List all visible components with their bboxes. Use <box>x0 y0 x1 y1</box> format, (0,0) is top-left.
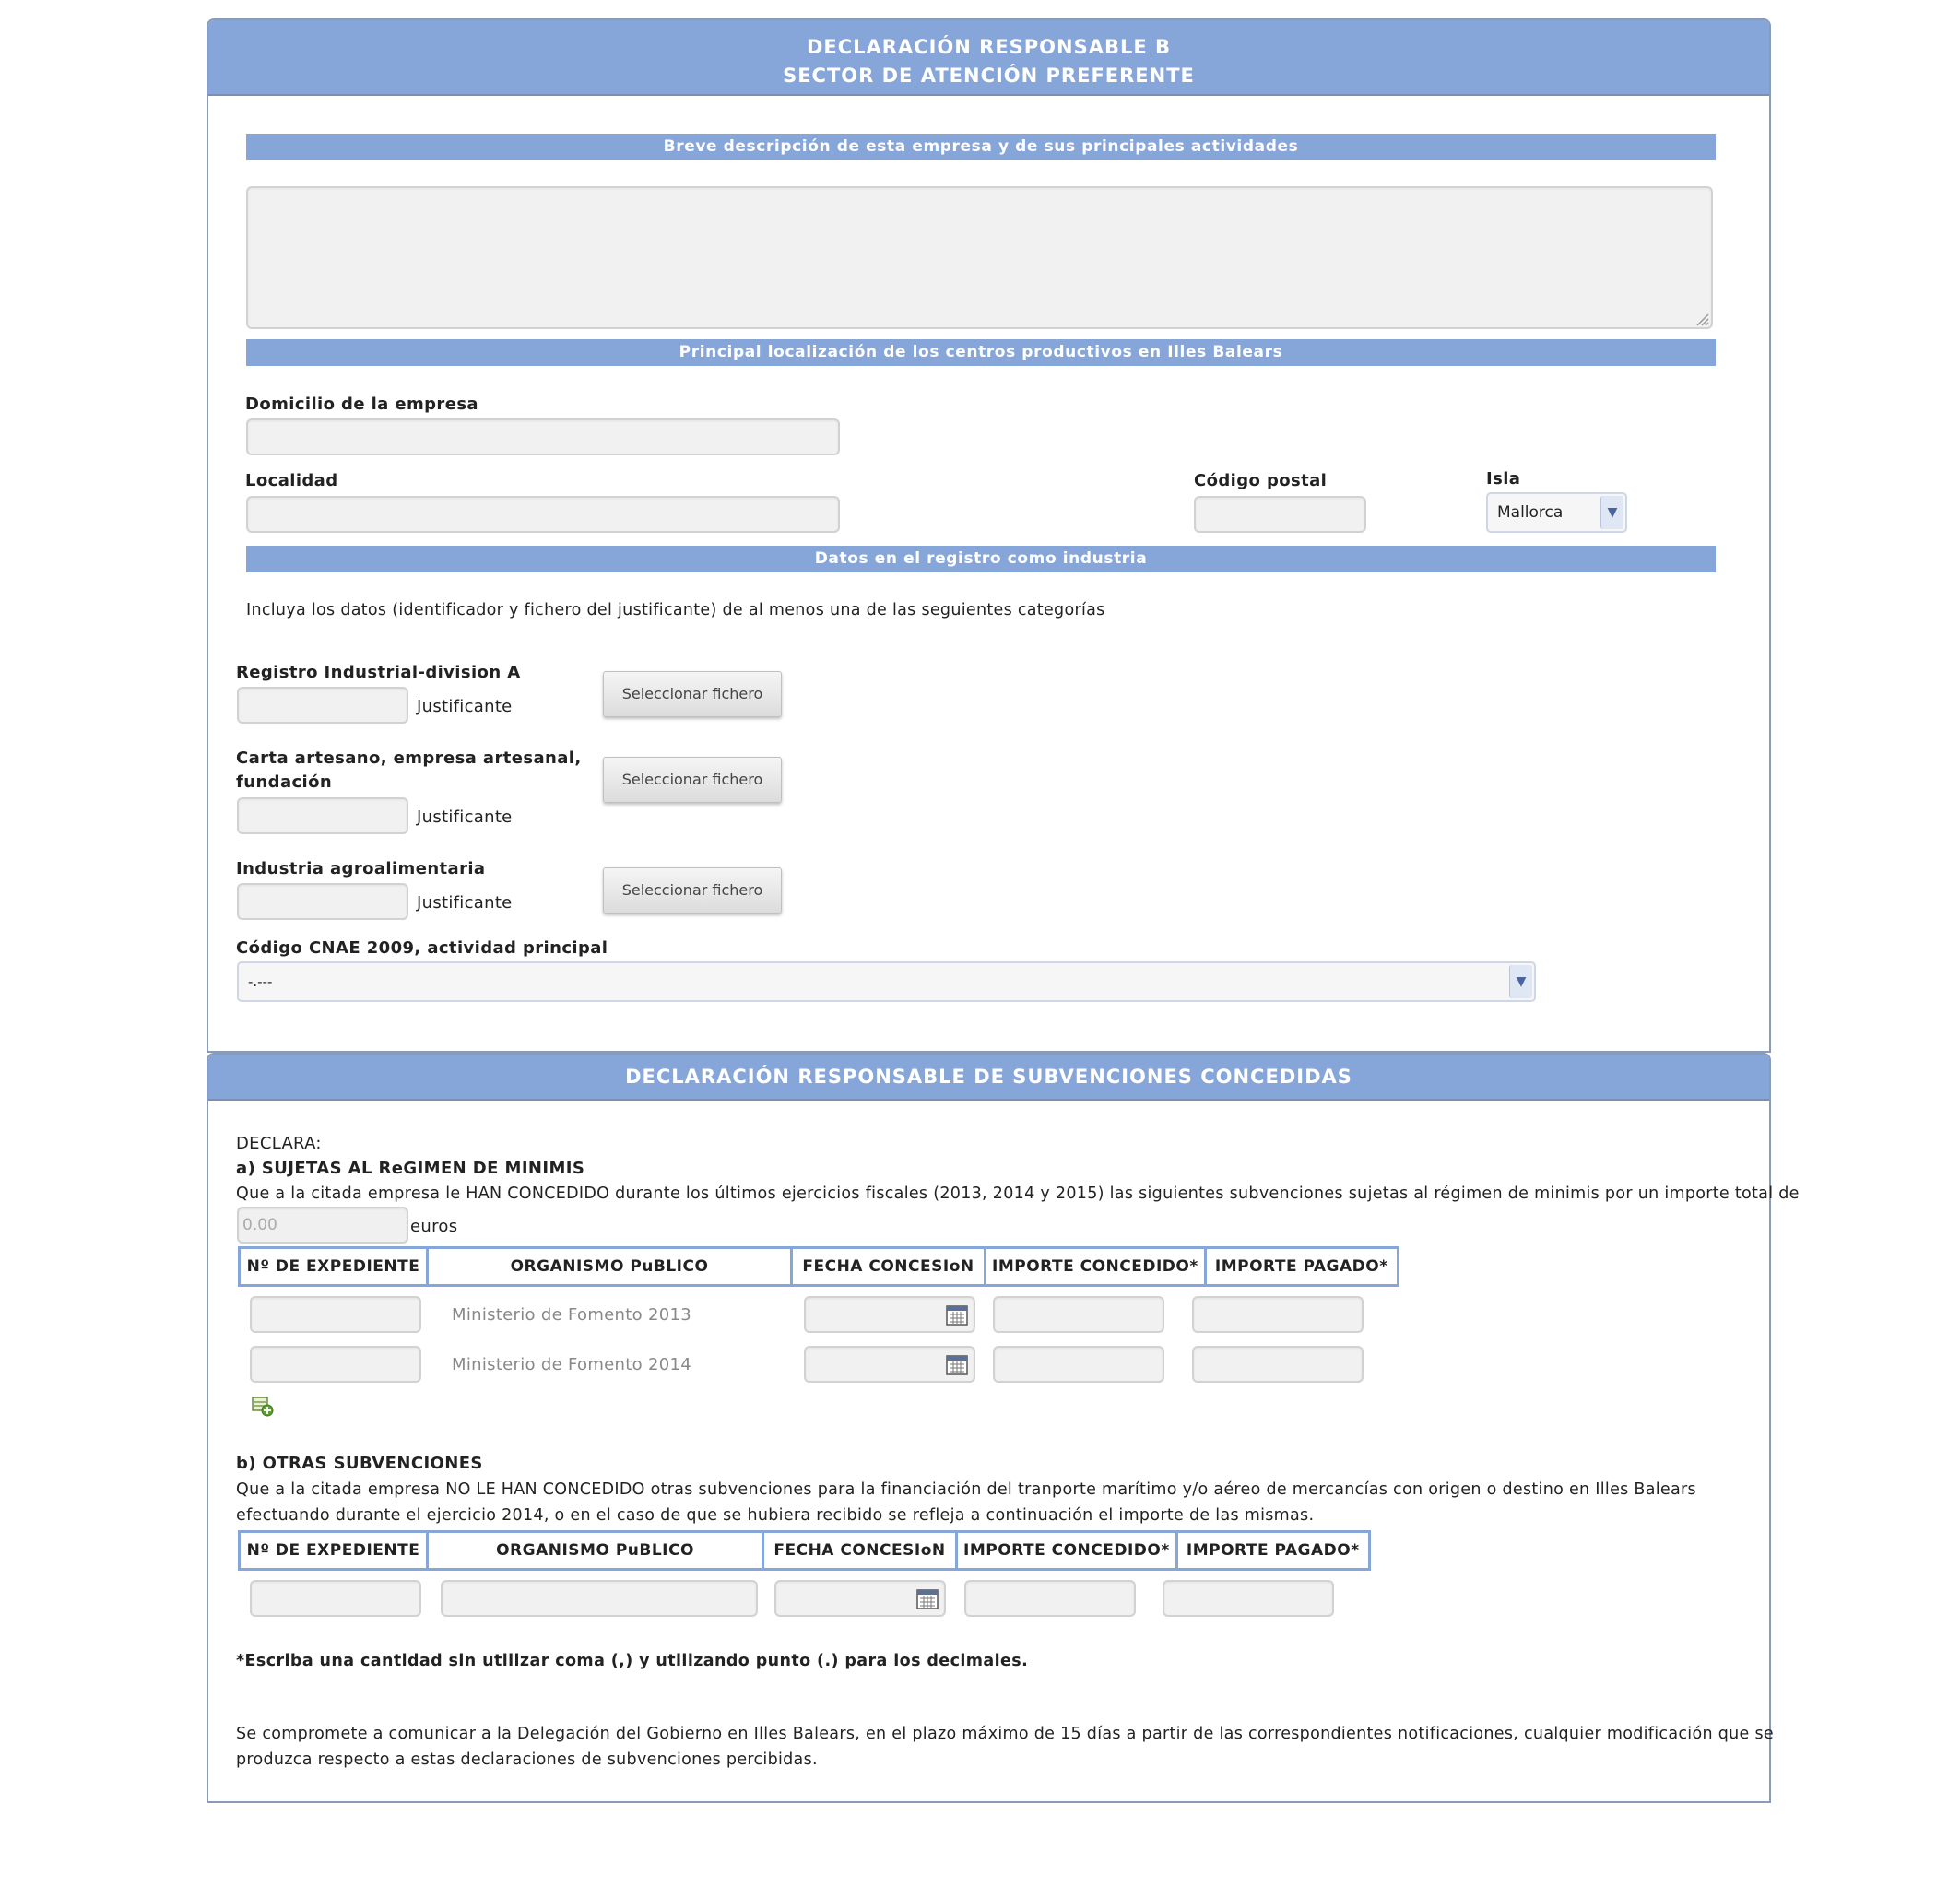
domicilio-label: Domicilio de la empresa <box>245 395 478 414</box>
codigo-postal-label: Código postal <box>1194 471 1328 490</box>
col-organismo: ORGANISMO PuBLICO <box>429 1249 790 1284</box>
descripcion-textarea[interactable] <box>246 186 1713 329</box>
declara-text: DECLARA: <box>236 1134 322 1153</box>
col-fecha: FECHA CONCESIoN <box>764 1533 955 1568</box>
section-bar-localizacion: Principal localización de los centros productivos en Illes Balears <box>246 339 1716 366</box>
calendar-icon[interactable] <box>916 1589 939 1609</box>
otras-row-1-importe-pagado[interactable] <box>1163 1580 1334 1617</box>
minimis-row-1-organismo: Ministerio de Fomento 2013 <box>452 1305 691 1325</box>
calendar-icon[interactable] <box>946 1305 968 1326</box>
panel-header-subvenciones: DECLARACIÓN RESPONSABLE DE SUBVENCIONES CONCEDIDAS <box>208 1055 1769 1101</box>
section-bar-registro: Datos en el registro como industria <box>246 546 1716 572</box>
col-expediente: Nº DE EXPEDIENTE <box>241 1249 426 1284</box>
section-bar-descripcion: Breve descripción de esta empresa y de sus principales actividades <box>246 134 1716 160</box>
add-row-icon[interactable] <box>251 1396 275 1418</box>
isla-select[interactable] <box>1486 492 1627 533</box>
localidad-label: Localidad <box>245 471 338 490</box>
categoria-1-input[interactable] <box>237 687 408 724</box>
otras-heading: b) OTRAS SUBVENCIONES <box>236 1454 483 1473</box>
col-organismo: ORGANISMO PuBLICO <box>429 1533 762 1568</box>
categoria-3-justificante-label: Justificante <box>417 893 513 913</box>
isla-select-value: Mallorca <box>1497 503 1564 522</box>
categoria-3-label: Industria agroalimentaria <box>236 859 486 878</box>
panel-title-line1: DECLARACIÓN RESPONSABLE B <box>806 36 1172 58</box>
categoria-3-input[interactable] <box>237 883 408 920</box>
col-importe-concedido: IMPORTE CONCEDIDO* <box>958 1533 1175 1568</box>
categoria-2-input[interactable] <box>237 797 408 834</box>
calendar-icon[interactable] <box>946 1355 968 1375</box>
panel-header-declaracion-b <box>208 20 1769 96</box>
categoria-2-label: Carta artesano, empresa artesanal, <box>236 749 582 768</box>
col-importe-pagado: IMPORTE PAGADO* <box>1178 1533 1368 1568</box>
minimis-row-2-fecha[interactable] <box>804 1346 975 1383</box>
localidad-input[interactable] <box>246 496 840 533</box>
categoria-1-file-button[interactable]: Seleccionar fichero <box>603 671 782 717</box>
compromiso-text-line2: produzca respecto a estas declaraciones de subvenciones percibidas. <box>236 1750 818 1769</box>
minimis-total-unit: euros <box>410 1217 458 1236</box>
categoria-1-label: Registro Industrial-division A <box>236 663 521 682</box>
importe-note: *Escriba una cantidad sin utilizar coma (,) y utilizando punto (.) para los decimales. <box>236 1652 1029 1670</box>
minimis-row-2-expediente[interactable] <box>250 1346 421 1383</box>
minimis-total-input[interactable] <box>237 1207 408 1244</box>
compromiso-text-line1: Se compromete a comunicar a la Delegación del Gobierno en Illes Balears, en el plazo máximo de 15 días a partir de las correspondientes notificaciones, cualquier modificación que se <box>236 1725 1774 1743</box>
panel-declaracion-b <box>207 18 1771 1053</box>
cnae-select-value: -.--- <box>248 973 273 990</box>
minimis-heading: a) SUJETAS AL ReGIMEN DE MINIMIS <box>236 1159 585 1178</box>
categoria-2-file-button[interactable]: Seleccionar fichero <box>603 757 782 803</box>
otras-text-line1: Que a la citada empresa NO LE HAN CONCEDIDO otras subvenciones para la financiación del tranporte marítimo y/o aéreo de mercancías con origen o destino en Illes Balears <box>236 1480 1696 1499</box>
otras-row-1-fecha[interactable] <box>774 1580 946 1617</box>
minimis-text: Que a la citada empresa le HAN CONCEDIDO durante los últimos ejercicios fiscales (2013, 2014 y 2015) las siguientes subvenciones sujetas al régimen de minimis por un importe total de <box>236 1185 1800 1203</box>
isla-label: Isla <box>1486 469 1521 489</box>
otras-text-line2: efectuando durante el ejercicio 2014, o en el caso de que se hubiera recibido se refleja a continuación el importe de las mismas. <box>236 1506 1315 1525</box>
minimis-total-value: 0.00 <box>242 1216 277 1234</box>
cnae-select[interactable] <box>237 961 1536 1002</box>
panel-title-line2: SECTOR DE ATENCIÓN PREFERENTE <box>783 65 1195 87</box>
otras-row-1-importe-concedido[interactable] <box>964 1580 1136 1617</box>
categoria-2-label-line2: fundación <box>236 772 333 792</box>
otras-row-1-organismo[interactable] <box>441 1580 758 1617</box>
minimis-table-header <box>238 1246 1399 1287</box>
otras-table-header <box>238 1530 1371 1571</box>
codigo-postal-input[interactable] <box>1194 496 1366 533</box>
minimis-row-1-importe-concedido[interactable] <box>993 1296 1164 1333</box>
cnae-label: Código CNAE 2009, actividad principal <box>236 938 608 958</box>
minimis-row-2-importe-concedido[interactable] <box>993 1346 1164 1383</box>
otras-row-1-expediente[interactable] <box>250 1580 421 1617</box>
minimis-row-1-expediente[interactable] <box>250 1296 421 1333</box>
domicilio-input[interactable] <box>246 418 840 455</box>
registro-intro-text: Incluya los datos (identificador y fichero del justificante) de al menos una de las seguientes categorías <box>246 601 1105 619</box>
col-fecha: FECHA CONCESIoN <box>793 1249 984 1284</box>
panel-subvenciones <box>207 1053 1800 1803</box>
minimis-row-1-importe-pagado[interactable] <box>1192 1296 1364 1333</box>
minimis-row-2-importe-pagado[interactable] <box>1192 1346 1364 1383</box>
resize-handle-icon[interactable] <box>1694 312 1709 326</box>
categoria-2-justificante-label: Justificante <box>417 807 513 827</box>
col-importe-concedido: IMPORTE CONCEDIDO* <box>986 1249 1204 1284</box>
chevron-down-icon[interactable]: ▼ <box>1509 965 1532 998</box>
col-importe-pagado: IMPORTE PAGADO* <box>1207 1249 1397 1284</box>
chevron-down-icon[interactable]: ▼ <box>1600 496 1623 529</box>
minimis-row-1-fecha[interactable] <box>804 1296 975 1333</box>
minimis-row-2-organismo: Ministerio de Fomento 2014 <box>452 1355 691 1374</box>
categoria-3-file-button[interactable]: Seleccionar fichero <box>603 867 782 914</box>
col-expediente: Nº DE EXPEDIENTE <box>241 1533 426 1568</box>
categoria-1-justificante-label: Justificante <box>417 697 513 716</box>
